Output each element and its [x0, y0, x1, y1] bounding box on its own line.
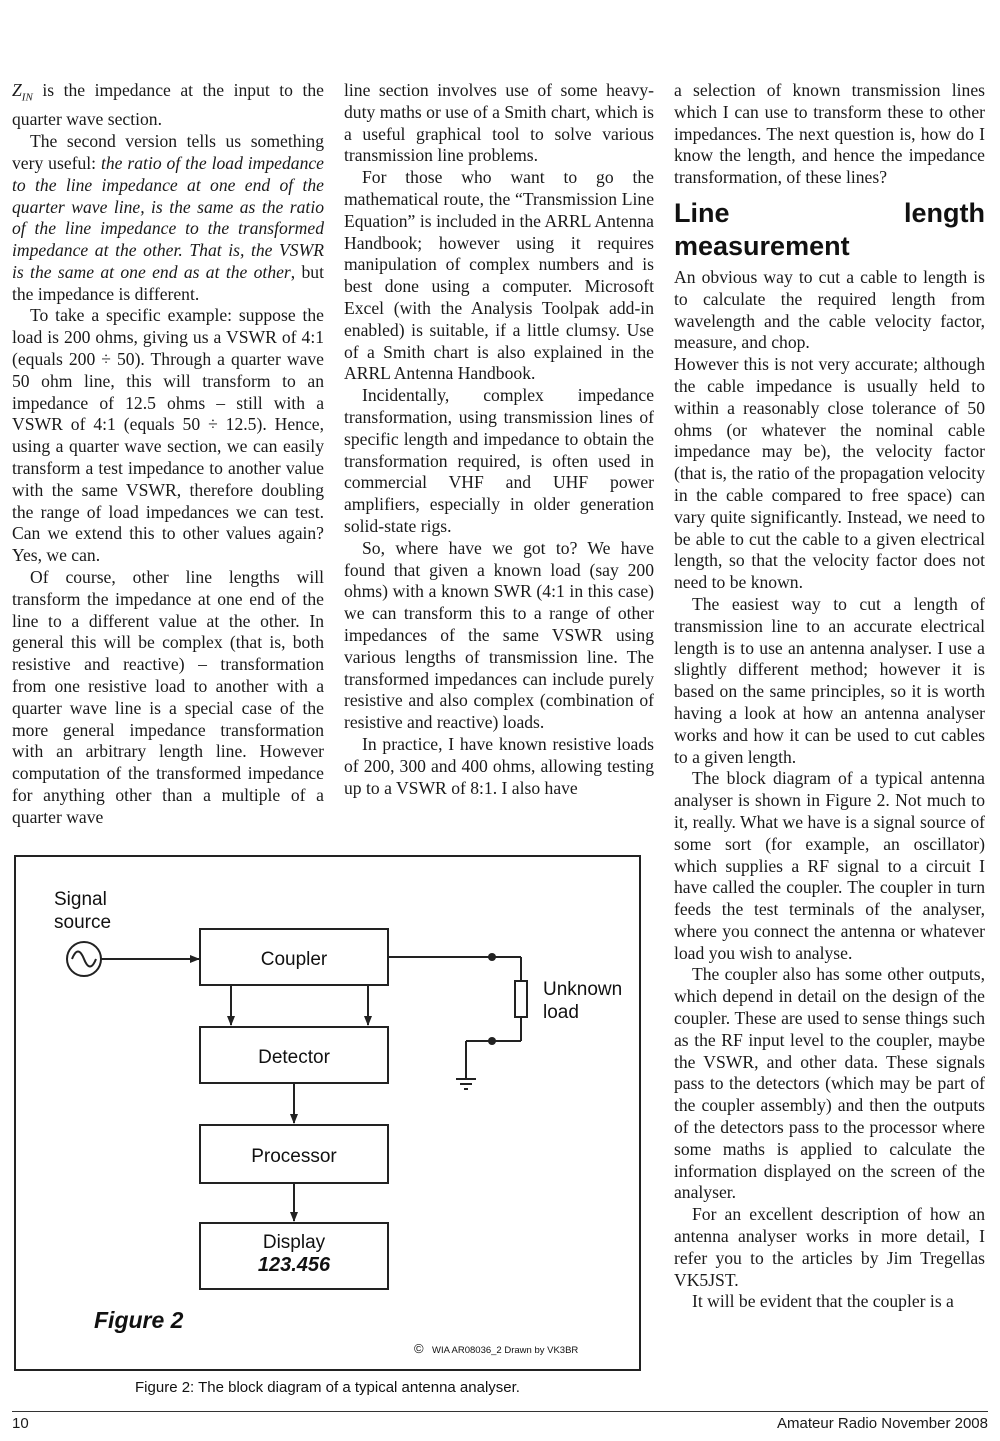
block-diagram-svg — [16, 857, 639, 1369]
paragraph: a selection of known transmission lines which I can use to transform these to other impedances. The next question is, how do I know the length, and hence the impedance transformation, of these lines? — [674, 80, 985, 188]
column-3 — [674, 80, 985, 1313]
paragraph: The easiest way to cut a length of transmission line to an accurate electrical length is to use an antenna analyser. I use a slightly different method; however it is based on the same principles, so it is worth having a look at how an antenna analyser works and how it can be used to cut cables to a given length. — [674, 593, 985, 767]
ground-icon — [456, 1079, 476, 1089]
coupler-label: Coupler — [260, 949, 328, 970]
display-value: 123.456 — [257, 1254, 331, 1276]
figure-caption: Figure 2: The block diagram of a typical antenna analyser. — [135, 1379, 520, 1396]
italic-text: the ratio of the load impedance to the line impedance at one end of the quarter wave line, is the same as the ratio of the line impedance to the transformed impedance at the other. That is, the VSWR is the same at one end as at the other — [12, 152, 324, 282]
paragraph-text: is the impedance at the input to the quarter wave section. — [12, 80, 324, 130]
unknown-load-resistor — [515, 981, 527, 1017]
magazine-issue: Amateur Radio November 2008 — [777, 1415, 988, 1432]
signal-source-label-1: Signal — [54, 889, 107, 910]
unknown-load-label-2: load — [543, 1002, 579, 1023]
copyright-icon: © — [414, 1341, 424, 1356]
paragraph: The coupler also has some other outputs, which depend in detail on the design of the coupler. These are used to sense things such as the RF input level to the coupler, maybe the VSWR, and other data. These signals pass to the detectors (which may be part of the coupler assembly) and then the outputs of the detectors pass to the processor where some maths is applied to calculate the information displayed on the screen of the analyser. — [674, 964, 985, 1203]
column-1 — [12, 80, 324, 829]
paragraph: However this is not very accurate; although the cable impedance is usually held to within a reasonably close tolerance of 50 ohms (or whatever the nominal cable impedance may be), the velocity factor (that is, the ratio of the propagation velocity in the cable compared to free space) can vary quite significantly. Instead, we need to be able to cut the cable to a given electrical length, so that the velocity factor does not need to be known. — [674, 354, 985, 593]
paragraph-text: The second version tells us something very useful: — [12, 131, 324, 173]
figure-2-block-diagram — [14, 855, 641, 1371]
paragraph: The block diagram of a typical antenna analyser is shown in Figure 2. Not much to it, really. What we have is a signal source of some sort (for example, an oscillator) which supplies a RF signal to a circuit I have called the coupler. The coupler in turn feeds the test terminals of the analyser, where you connect the antenna or whatever load you wish to analyse. — [674, 768, 985, 963]
footer-divider — [12, 1411, 988, 1412]
column-2 — [344, 80, 654, 799]
z-subscript: IN — [21, 91, 33, 104]
unknown-load-label-1: Unknown — [543, 979, 623, 1000]
paragraph — [12, 80, 324, 131]
paragraph: Incidentally, complex impedance transformation, using transmission lines of specific length and impedance to obtain the transformation required, is often used in commercial VHF and UHF power amplifiers, especially in older generation solid-state rigs. — [344, 385, 654, 536]
paragraph: It will be evident that the coupler is a — [692, 1291, 954, 1312]
paragraph: For those who want to go the mathematical route, the “Transmission Line Equation” is included in the ARRL Antenna Handbook; however using it requires manipulation of complex numbers and is best done using a computer. Microsoft Excel (with the Analysis Toolpak add-in enabled) is suitable, if a little clumsy. Use of a Smith chart is also explained in the ARRL Antenna Handbook. — [344, 167, 654, 384]
signal-source-icon — [67, 942, 101, 976]
paragraph — [12, 131, 324, 305]
paragraph: line section involves use of some heavy-duty maths or use of a Smith chart, which is a useful graphical tool to solve various transmission line problems. — [344, 80, 654, 166]
paragraph: So, where have we got to? We have found that given a known load (say 200 ohms) with a known SWR (4:1 in this case) we can transform this to a range of other impedances of the same VSWR using various lengths of transmission line. The transformed impedances can include purely resistive and also complex (combination of resistive and reactive) loads. — [344, 537, 654, 733]
processor-label: Processor — [251, 1146, 337, 1167]
z-symbol: Z — [12, 80, 22, 100]
figure-label: Figure 2 — [94, 1307, 184, 1333]
display-label: Display — [262, 1232, 326, 1253]
paragraph-text: , but the impedance is different. — [12, 261, 324, 304]
paragraph: In practice, I have known resistive loads of 200, 300 and 400 ohms, allowing testing up to a VSWR of 8:1. I also have — [344, 733, 654, 798]
paragraph: For an excellent description of how an antenna analyser works in more detail, I refer you to the articles by Jim Tregellas VK5JST. — [674, 1204, 985, 1290]
signal-source-label-2: source — [54, 912, 112, 933]
paragraph: To take a specific example: suppose the load is 200 ohms, giving us a VSWR of 4:1 (equals 200 ÷ 50). Through a quarter wave 50 ohm line, this will transform to an impedance of 12.5 ohms – still with a VSWR of 4:1 (equals 50 ÷ 12.5). Hence, using a quarter wave section, we can easily transform a test impedance to another value with the same VSWR, therefore doubling the range of load impedances we can test. Can we extend this to other values again? Yes, we can. — [12, 305, 324, 566]
paragraph: Of course, other line lengths will transform the impedance at one end of the line to a different value at the other. In general this will be complex (that is, both resistive and reactive) – transformation from one resistive load to another with a quarter wave line is a special case of the more general impedance transformation with an arbitrary length line. However computation of the transformed impedance for anything other than a multiple of a quarter wave — [12, 567, 324, 827]
detector-label: Detector — [258, 1047, 330, 1068]
page-number: 10 — [12, 1415, 29, 1432]
paragraph: An obvious way to cut a cable to length is to calculate the required length from wavelength and the cable velocity factor, measure, and chop. — [674, 266, 985, 353]
figure-credit: WIA AR08036_2 Drawn by VK3BR — [432, 1345, 579, 1356]
section-heading: Line length measurement — [674, 197, 985, 261]
